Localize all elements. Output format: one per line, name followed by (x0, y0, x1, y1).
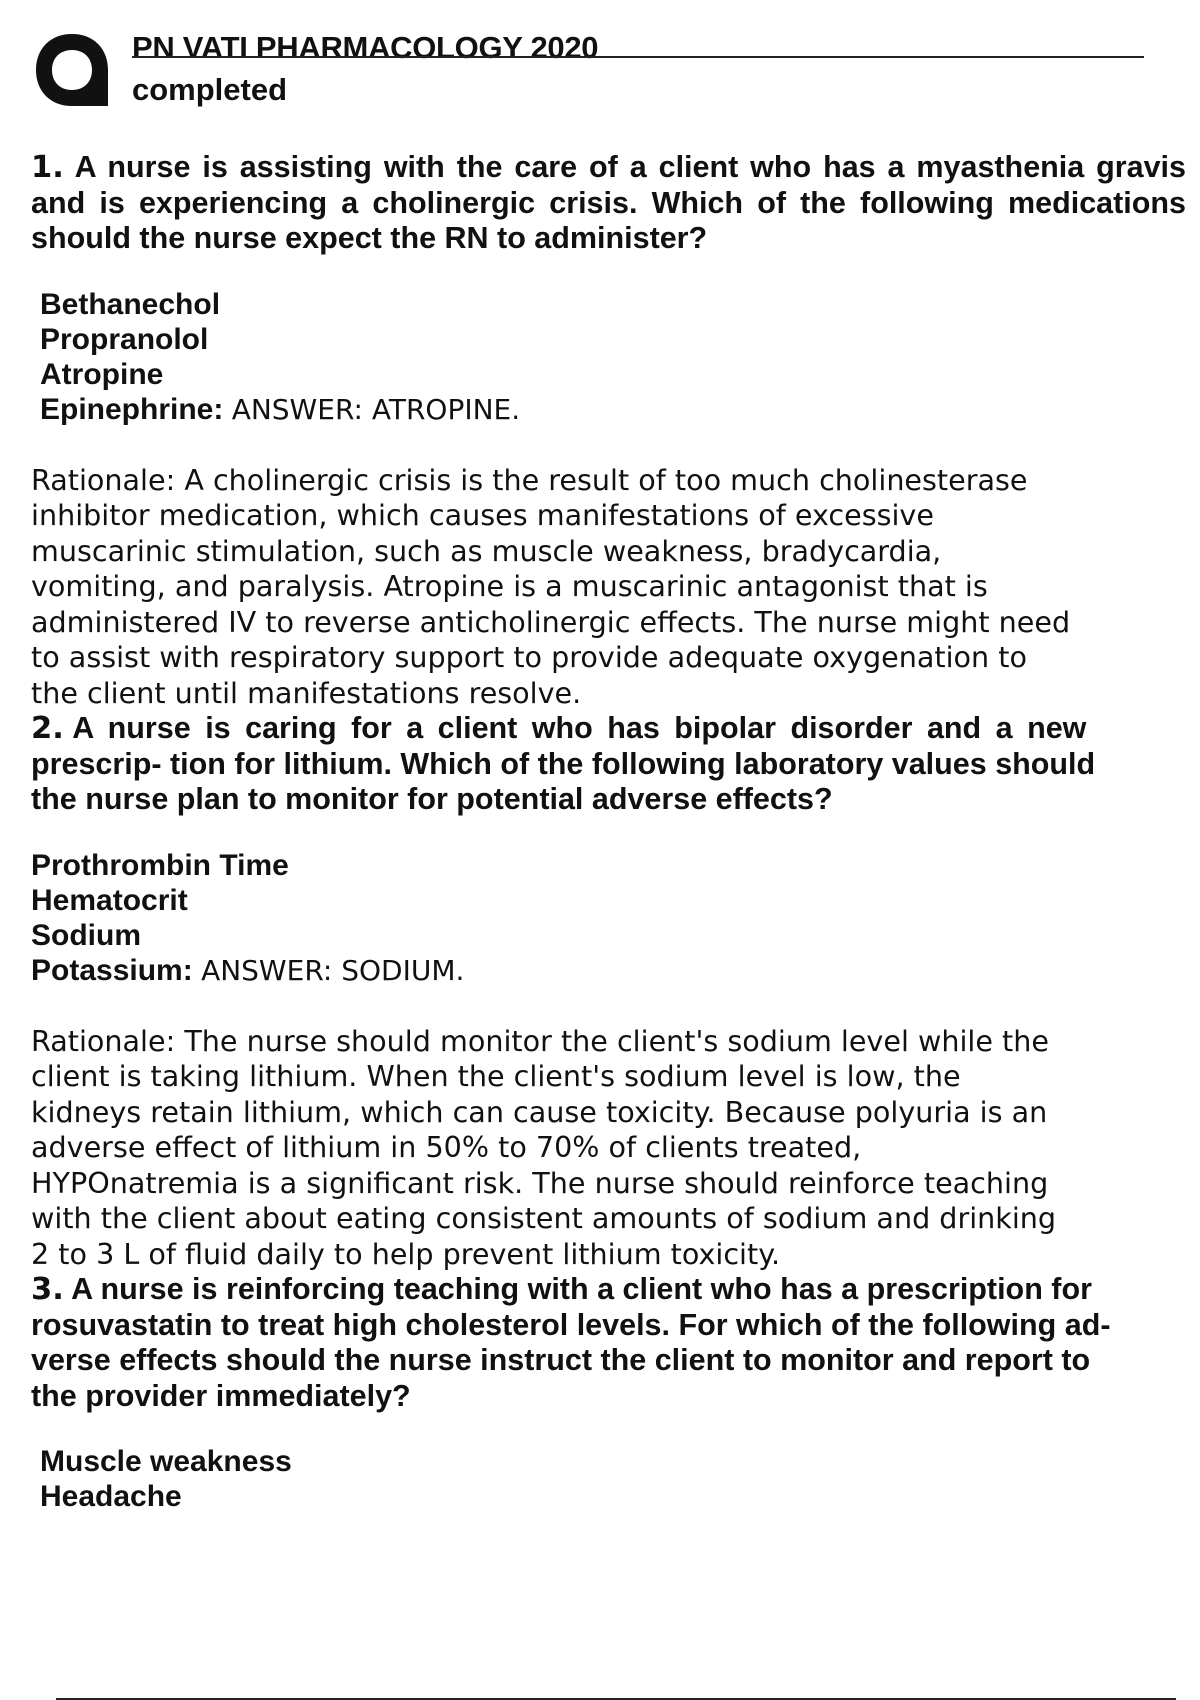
question-stem-line: A nurse is reinforcing teaching with a client who has a prescription for (71, 1272, 1092, 1306)
question-stem-line: the nurse plan to monitor for potential adverse effects? (31, 782, 833, 816)
option-list (31, 1444, 1200, 1514)
question-2 (31, 711, 1200, 1272)
option: Headache (40, 1480, 182, 1513)
question-stem: A nurse is assisting with the care of a client who has a myasthenia gravis and is experiencing a cholinergic crisis. Which of the following medications should the nurse expect the RN to administer? (31, 150, 1186, 255)
rationale-line: 2 to 3 L of fluid daily to help prevent lithium toxicity. (31, 1236, 781, 1271)
option: Hematocrit (31, 883, 188, 917)
option: Potassium: (31, 953, 193, 987)
option: Epinephrine: (40, 392, 224, 426)
option-list (31, 848, 1200, 988)
question-stem-line: rosuvastatin to treat high cholesterol levels. For which of the following ad- (31, 1307, 1111, 1342)
answer-text: ANSWER: SODIUM. (201, 953, 465, 987)
option: Muscle weakness (40, 1445, 292, 1478)
question-text (31, 1272, 1186, 1414)
question-line (31, 1272, 1186, 1308)
rationale-line: kidneys retain lithium, which can cause toxicity. Because polyuria is an (31, 1094, 1048, 1129)
option: Atropine (40, 357, 164, 391)
question-text (31, 150, 1186, 257)
option-list (31, 287, 1200, 427)
question-1 (31, 150, 1200, 711)
question-number: 2. (31, 711, 64, 746)
question-3 (31, 1272, 1200, 1514)
rationale-line: vomiting, and paralysis. Atropine is a muscarinic antagonist that is (31, 569, 988, 603)
question-stem-line: A nurse is caring for a client who has bipolar disorder and a new (72, 711, 1087, 745)
option: Prothrombin Time (31, 848, 289, 882)
rationale (31, 1024, 1200, 1273)
header-divider (132, 56, 1144, 58)
rationale-line: HYPOnatremia is a significant risk. The nurse should reinforce teaching (31, 1165, 1049, 1200)
rationale-line: Rationale: The nurse should monitor the client's sodium level while the (31, 1023, 1049, 1058)
option-with-answer (40, 392, 1200, 427)
option: Bethanechol (40, 287, 221, 321)
rationale-line: to assist with respiratory support to provide adequate oxygenation to (31, 640, 1027, 674)
question-line (31, 711, 1186, 747)
rationale-line: muscarinic stimulation, such as muscle weakness, bradycardia, (31, 533, 942, 568)
option: Propranolol (40, 322, 209, 356)
question-text (31, 711, 1186, 818)
document-body (31, 150, 1200, 1514)
document-title: PN VATI PHARMACOLOGY 2020 (132, 30, 599, 65)
rationale-line: administered IV to reverse anticholinergic effects. The nurse might need (31, 604, 1071, 639)
rationale-line: inhibitor medication, which causes manifestations of excessive (31, 498, 934, 532)
question-number: 3. (31, 1272, 64, 1307)
rationale (31, 463, 1200, 712)
q-logo-icon (32, 30, 112, 110)
option-with-answer (31, 953, 1200, 988)
document-status: completed (132, 72, 288, 107)
question-stem-line: the provider immediately? (31, 1378, 411, 1413)
rationale-line: Rationale: A cholinergic crisis is the result of too much cholinesterase (31, 462, 1028, 497)
question-stem-line: prescrip- tion for lithium. Which of the following laboratory values should (31, 746, 1096, 781)
question-number: 1. (31, 150, 64, 185)
rationale-line: with the client about eating consistent amounts of sodium and drinking (31, 1201, 1057, 1235)
rationale-line: client is taking lithium. When the client's sodium level is low, the (31, 1059, 961, 1093)
option: Sodium (31, 918, 141, 952)
question-stem-line: verse effects should the nurse instruct the client to monitor and report to (31, 1343, 1091, 1377)
rationale-line: the client until manifestations resolve. (31, 675, 582, 710)
answer-text: ANSWER: ATROPINE. (231, 392, 521, 426)
rationale-line: adverse effect of lithium in 50% to 70% of clients treated, (31, 1130, 862, 1164)
